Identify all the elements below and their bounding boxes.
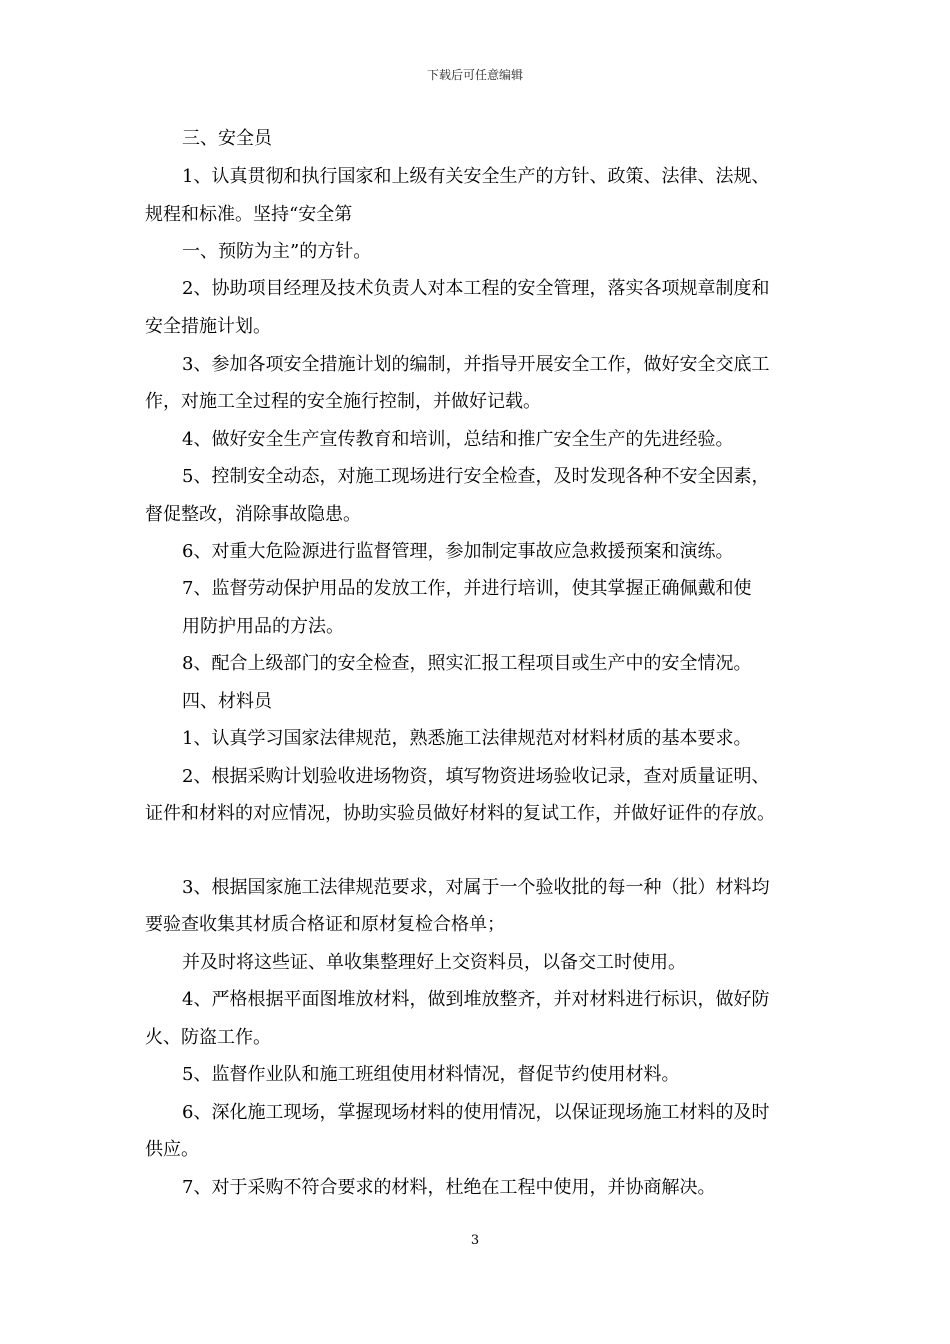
- paragraph-line: 6、深化施工现场，掌握现场材料的使用情况，以保证现场施工材料的及时: [182, 1102, 770, 1123]
- paragraph-line: 8、配合上级部门的安全检查，照实汇报工程项目或生产中的安全情况。: [182, 653, 752, 674]
- paragraph-line: 1、认真学习国家法律规范，熟悉施工法律规范对材料材质的基本要求。: [182, 728, 752, 749]
- paragraph-line: 一、预防为主”的方针。: [182, 241, 372, 262]
- paragraph-line: 3、参加各项安全措施计划的编制，并指导开展安全工作，做好安全交底工: [182, 354, 770, 375]
- paragraph-line: 用防护用品的方法。: [182, 616, 344, 637]
- paragraph-line: 规程和标准。坚持“安全第: [145, 204, 353, 225]
- paragraph-line: 5、控制安全动态，对施工现场进行安全检查，及时发现各种不安全因素，: [182, 466, 770, 487]
- paragraph-line: 6、对重大危险源进行监督管理，参加制定事故应急救援预案和演练。: [182, 541, 734, 562]
- paragraph-line: 7、对于采购不符合要求的材料，杜绝在工程中使用，并协商解决。: [182, 1177, 716, 1198]
- paragraph-line: 4、严格根据平面图堆放材料，做到堆放整齐，并对材料进行标识，做好防: [182, 989, 770, 1010]
- page-number: 3: [470, 1233, 480, 1248]
- paragraph-line: 督促整改，消除事故隐患。: [145, 504, 361, 525]
- paragraph-line: 2、根据采购计划验收进场物资，填写物资进场验收记录，查对质量证明、: [182, 766, 770, 787]
- paragraph-line: 2、协助项目经理及技术负责人对本工程的安全管理，落实各项规章制度和: [182, 278, 770, 299]
- paragraph-line: 火、防盗工作。: [145, 1027, 271, 1048]
- section-heading-safety: 三、安全员: [182, 128, 272, 149]
- paragraph-line: 7、监督劳动保护用品的发放工作，并进行培训，使其掌握正确佩戴和使: [182, 578, 752, 599]
- paragraph-line: 3、根据国家施工法律规范要求，对属于一个验收批的每一种（批）材料均: [182, 877, 770, 898]
- paragraph-line: 并及时将这些证、单收集整理好上交资料员，以备交工时使用。: [182, 952, 686, 973]
- page-header: 下载后可任意编辑: [426, 68, 523, 82]
- paragraph-line: 作，对施工全过程的安全施行控制，并做好记载。: [145, 391, 541, 412]
- paragraph-line: 4、做好安全生产宣传教育和培训，总结和推广安全生产的先进经验。: [182, 429, 734, 450]
- paragraph-line: 5、监督作业队和施工班组使用材料情况，督促节约使用材料。: [182, 1064, 680, 1085]
- paragraph-line: 1、认真贯彻和执行国家和上级有关安全生产的方针、政策、法律、法规、: [182, 166, 770, 187]
- section-heading-materials: 四、材料员: [182, 691, 272, 712]
- paragraph-line: 要验查收集其材质合格证和原材复检合格单；: [145, 914, 505, 935]
- paragraph-line: 安全措施计划。: [145, 316, 271, 337]
- paragraph-line: 供应。: [145, 1139, 199, 1160]
- paragraph-line: 证件和材料的对应情况，协助实验员做好材料的复试工作，并做好证件的存放。: [145, 803, 775, 824]
